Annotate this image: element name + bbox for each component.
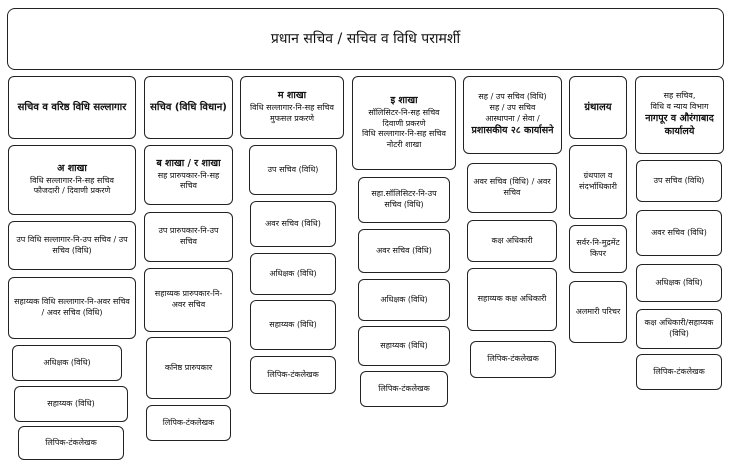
col1-item-box — [12, 345, 122, 381]
top-head-label: प्रधान सचिव / सचिव व विधि परामर्शी — [270, 30, 461, 47]
col2-item-box — [144, 212, 233, 262]
col1-header-box — [8, 76, 136, 139]
col5-header-line3: आस्थापना / सेवा / — [485, 113, 540, 123]
col5-item-box — [467, 220, 557, 262]
col4-item: अवर सचिव (विधि) — [376, 245, 432, 255]
col7-header-line2: विधि व न्याय विभाग — [650, 102, 709, 112]
col5-item: कक्ष अधिकारी — [491, 235, 533, 245]
col7-item: अधिक्षक (विधि) — [655, 277, 703, 287]
col5-item: सहाय्यक कक्ष अधिकारी — [477, 294, 547, 304]
col7-item-box — [636, 160, 722, 202]
col5-item-box — [467, 163, 557, 213]
col7-item-box — [636, 354, 722, 390]
col6-item: सर्वर-नि-मुद्रमेंट किपर — [576, 238, 620, 258]
col4-item-box — [358, 279, 450, 321]
col4-item-box — [358, 177, 450, 223]
top-head-box — [7, 8, 724, 70]
col6-header-box — [569, 76, 627, 139]
col3-branch-title: म शाखा — [277, 90, 307, 102]
col6-item-box — [569, 281, 627, 343]
col2-branch-title: ब शाखा / र शाखा — [156, 157, 221, 169]
col5-header-line1: सह / उप सचिव (विधि) — [478, 92, 547, 102]
col1-branch-box — [8, 145, 136, 215]
col4-item: सहा.सॉलिसिटर-नि-उप सचिव (विधि) — [371, 189, 437, 209]
col7-item-box — [636, 210, 722, 256]
col2-item: सहाय्यक प्रारुपकार-नि-अवर सचिव — [154, 289, 223, 309]
col2-item: उप प्रारुपकार-नि-उप सचिव — [158, 226, 219, 246]
col1-item: सहाय्यक (विधि) — [47, 398, 95, 408]
col7-item: अवर सचिव (विधि) — [651, 227, 707, 237]
col3-item-box — [250, 253, 336, 295]
col3-branch-box — [240, 76, 344, 139]
col3-item-box — [249, 145, 337, 195]
col3-item-box — [250, 356, 336, 394]
col2-item: लिपिक-टंकलेखक — [162, 417, 215, 427]
col7-item-box — [636, 309, 722, 349]
col3-branch-line2: मुफसल प्रकरणे — [269, 113, 315, 123]
col4-branch-line3: विधि सल्लागार-नि-सह सचिव — [362, 129, 446, 139]
col7-header-line3: नागपूर व औरंगाबाद कार्यालये — [645, 112, 714, 137]
col4-item: सहाय्यक (विधि) — [380, 340, 428, 350]
col3-item: अधिक्षक (विधि) — [269, 268, 317, 278]
col4-branch-title: इ शाखा — [390, 95, 418, 106]
col3-item-box — [250, 300, 336, 350]
col2-header-box — [144, 76, 233, 139]
col5-header-box — [463, 76, 562, 154]
col3-item: उप सचिव (विधि) — [267, 164, 319, 174]
col4-item-box — [358, 229, 450, 273]
col2-branch-line1: सह प्रारुपकार-नि-सह सचिव — [157, 170, 220, 191]
col5-header-line4: प्रशासकीय २८ कार्यासने — [471, 124, 554, 136]
col7-item: उप सचिव (विधि) — [653, 175, 705, 185]
col3-item: लिपिक-टंकलेखक — [267, 369, 319, 379]
col4-branch-box — [352, 76, 456, 170]
col5-item-box — [470, 341, 556, 378]
col7-item: कक्ष अधिकारी/सहाय्यक (विधि) — [644, 318, 714, 338]
col1-branch-line1: विधि सल्लागार-नि-सह सचिव — [30, 175, 114, 185]
col1-item-box — [14, 386, 128, 422]
col7-item: लिपिक-टंकलेखक — [653, 366, 705, 376]
col2-branch-box — [144, 145, 233, 205]
col7-item-box — [636, 264, 722, 302]
col6-item-box — [569, 225, 627, 273]
col3-item: सहाय्यक (विधि) — [269, 319, 317, 329]
col5-item: लिपिक-टंकलेखक — [487, 354, 539, 364]
col4-branch-line2: दिवाणी प्रकरणे — [382, 118, 426, 128]
col1-item-box — [18, 426, 124, 460]
col6-item: अलमारी परिचर — [575, 306, 621, 316]
col2-item-box — [144, 268, 233, 332]
col6-item: ग्रंथपाल व संदर्भाधिकारी — [579, 171, 617, 191]
col3-branch-line1: विधि सल्लागार-नि-सह सचिव — [250, 103, 334, 113]
col1-item: अधिक्षक (विधि) — [43, 357, 91, 367]
col5-item: अवर सचिव (विधि) / अवर सचिव — [473, 177, 551, 197]
col4-item: अधिक्षक (विधि) — [380, 294, 428, 304]
col2-item: कनिष्ठ प्रारुपकार — [164, 362, 213, 372]
col7-header-line1: सह सचिव, — [663, 91, 696, 101]
col1-item: सहाय्यक विधि सल्लागार-नि-अवर सचिव / अवर सचिव (विधि) — [14, 297, 130, 317]
col5-header-line2: सह / उप सचिव — [489, 103, 536, 113]
col1-item-box — [8, 277, 136, 339]
col4-item-box — [358, 326, 450, 366]
col4-branch-line4: नोटरी शाखा — [386, 140, 422, 150]
col1-branch-title: अ शाखा — [57, 162, 87, 174]
col1-item-box — [8, 221, 136, 270]
col4-branch-line1: सॉलिसिटर-नि-सह सचिव — [368, 107, 440, 117]
col1-header: सचिव व वरिष्ठ विधि सल्लागार — [17, 102, 127, 113]
col1-branch-line2: फौजदारी / दिवाणी प्रकरणे — [33, 186, 111, 196]
col2-header: सचिव (विधि विधान) — [150, 102, 227, 113]
col2-item-box — [146, 337, 231, 399]
col6-item-box — [569, 145, 627, 219]
col4-item-box — [360, 371, 448, 407]
col6-header: ग्रंथालय — [584, 102, 612, 113]
col3-item-box — [250, 201, 336, 247]
col2-item-box — [146, 405, 231, 441]
col1-item: लिपिक-टंकलेखक — [45, 437, 97, 447]
col1-item: उप विधि सल्लागार-नि-उप सचिव / उप सचिव (विधि) — [16, 234, 128, 255]
col3-item: अवर सचिव (विधि) — [265, 218, 321, 228]
col5-item-box — [467, 268, 557, 331]
col4-item: लिपिक-टंकलेखक — [378, 383, 430, 393]
col7-header-box — [635, 76, 724, 154]
